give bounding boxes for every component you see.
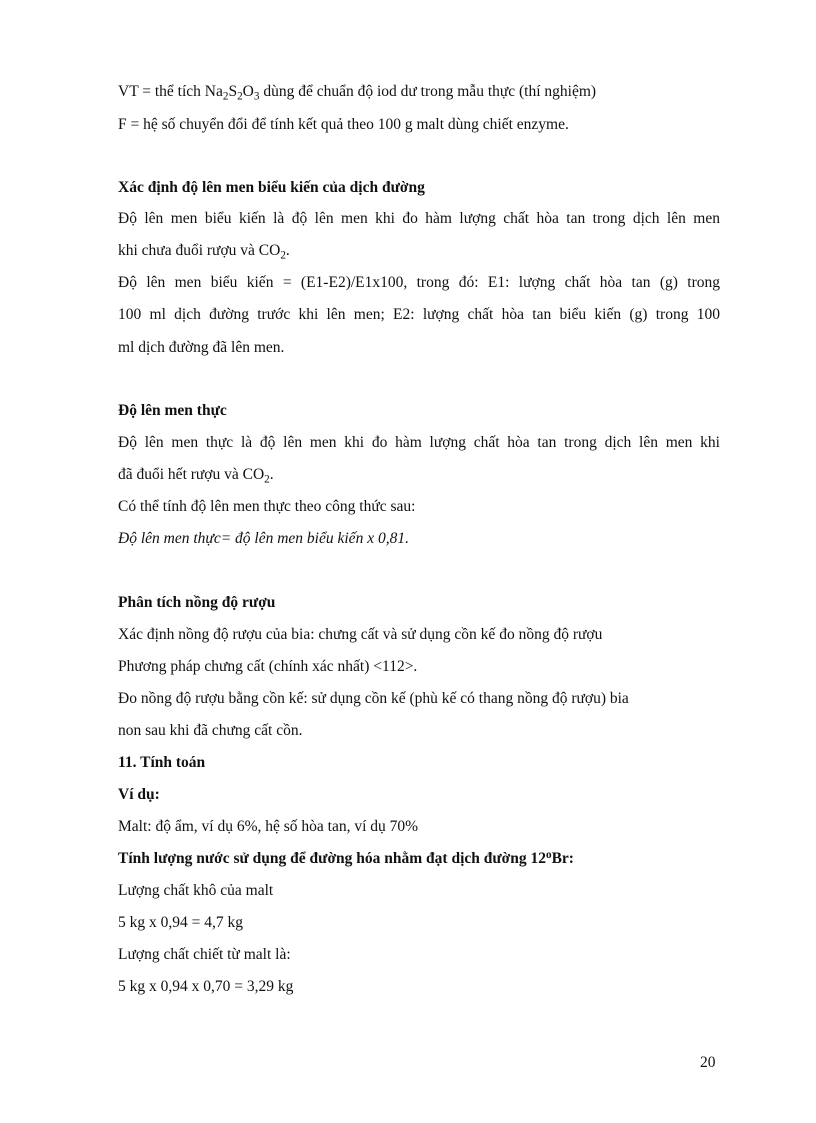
formula-line: Độ lên men biểu kiến = (E1-E2)/E1x100, trong đó: E1: lượng chất hòa tan (g) trong (118, 274, 720, 291)
heading-example: Ví dụ: (118, 786, 160, 803)
heading-water-calculation: Tính lượng nước sử dụng để đường hóa nhằm đạt dịch đường 12$^o$Br: (118, 848, 574, 867)
paragraph-line: khi chưa đuổi rượu và $CO_2$. (118, 242, 290, 262)
paragraph-line: Phương pháp chưng cất (chính xác nhất) <112>. (118, 658, 418, 675)
formula-line: Độ lên men thực= độ lên men biểu kiến x 0,81. (118, 530, 409, 547)
paragraph-line: Xác định nồng độ rượu của bia: chưng cất và sử dụng cồn kế đo nồng độ rượu (118, 626, 603, 643)
paragraph-line: ml dịch đường đã lên men. (118, 339, 285, 356)
paragraph-line: Có thể tính độ lên men thực theo công thức sau: (118, 498, 416, 515)
calculation-line: 5 kg x 0,94 x 0,70 = 3,29 kg (118, 978, 294, 995)
calculation-line: 5 kg x 0,94 = 4,7 kg (118, 914, 243, 931)
paragraph-line: 100 ml dịch đường trước khi lên men; E2: lượng chất hòa tan biểu kiến (g) trong 100 (118, 306, 720, 323)
page-number: 20 (700, 1054, 716, 1071)
f-definition: F = hệ số chuyển đổi để tính kết quả theo 100 g malt dùng chiết enzyme. (118, 116, 569, 133)
paragraph-line: Đo nồng độ rượu bằng cồn kế: sử dụng cồn kế (phù kế có thang nồng độ rượu) bia (118, 690, 629, 707)
heading-alcohol-analysis: Phân tích nồng độ rượu (118, 594, 276, 611)
paragraph-line: Độ lên men thực là độ lên men khi đo hàm lượng chất hòa tan trong dịch lên men khi (118, 434, 720, 451)
heading-calculation: 11. Tính toán (118, 754, 206, 771)
paragraph-line: Lượng chất khô của malt (118, 882, 274, 899)
paragraph-line: Lượng chất chiết từ malt là: (118, 946, 291, 963)
paragraph-line: non sau khi đã chưng cất cồn. (118, 722, 303, 739)
heading-apparent-fermentation: Xác định độ lên men biểu kiến của dịch đường (118, 179, 425, 196)
paragraph-line: Malt: độ ẩm, ví dụ 6%, hệ số hòa tan, ví dụ 70% (118, 818, 419, 835)
vt-definition: VT = thể tích $Na_2S_2O_3$ dùng để chuẩn độ iod dư trong mẫu thực (thí nghiệm) (118, 83, 597, 103)
heading-real-fermentation: Độ lên men thực (118, 402, 227, 419)
paragraph-line: đã đuổi hết rượu và $CO_2$. (118, 466, 274, 486)
paragraph-line: Độ lên men biểu kiến là độ lên men khi đo hàm lượng chất hòa tan trong dịch lên men (118, 210, 720, 227)
